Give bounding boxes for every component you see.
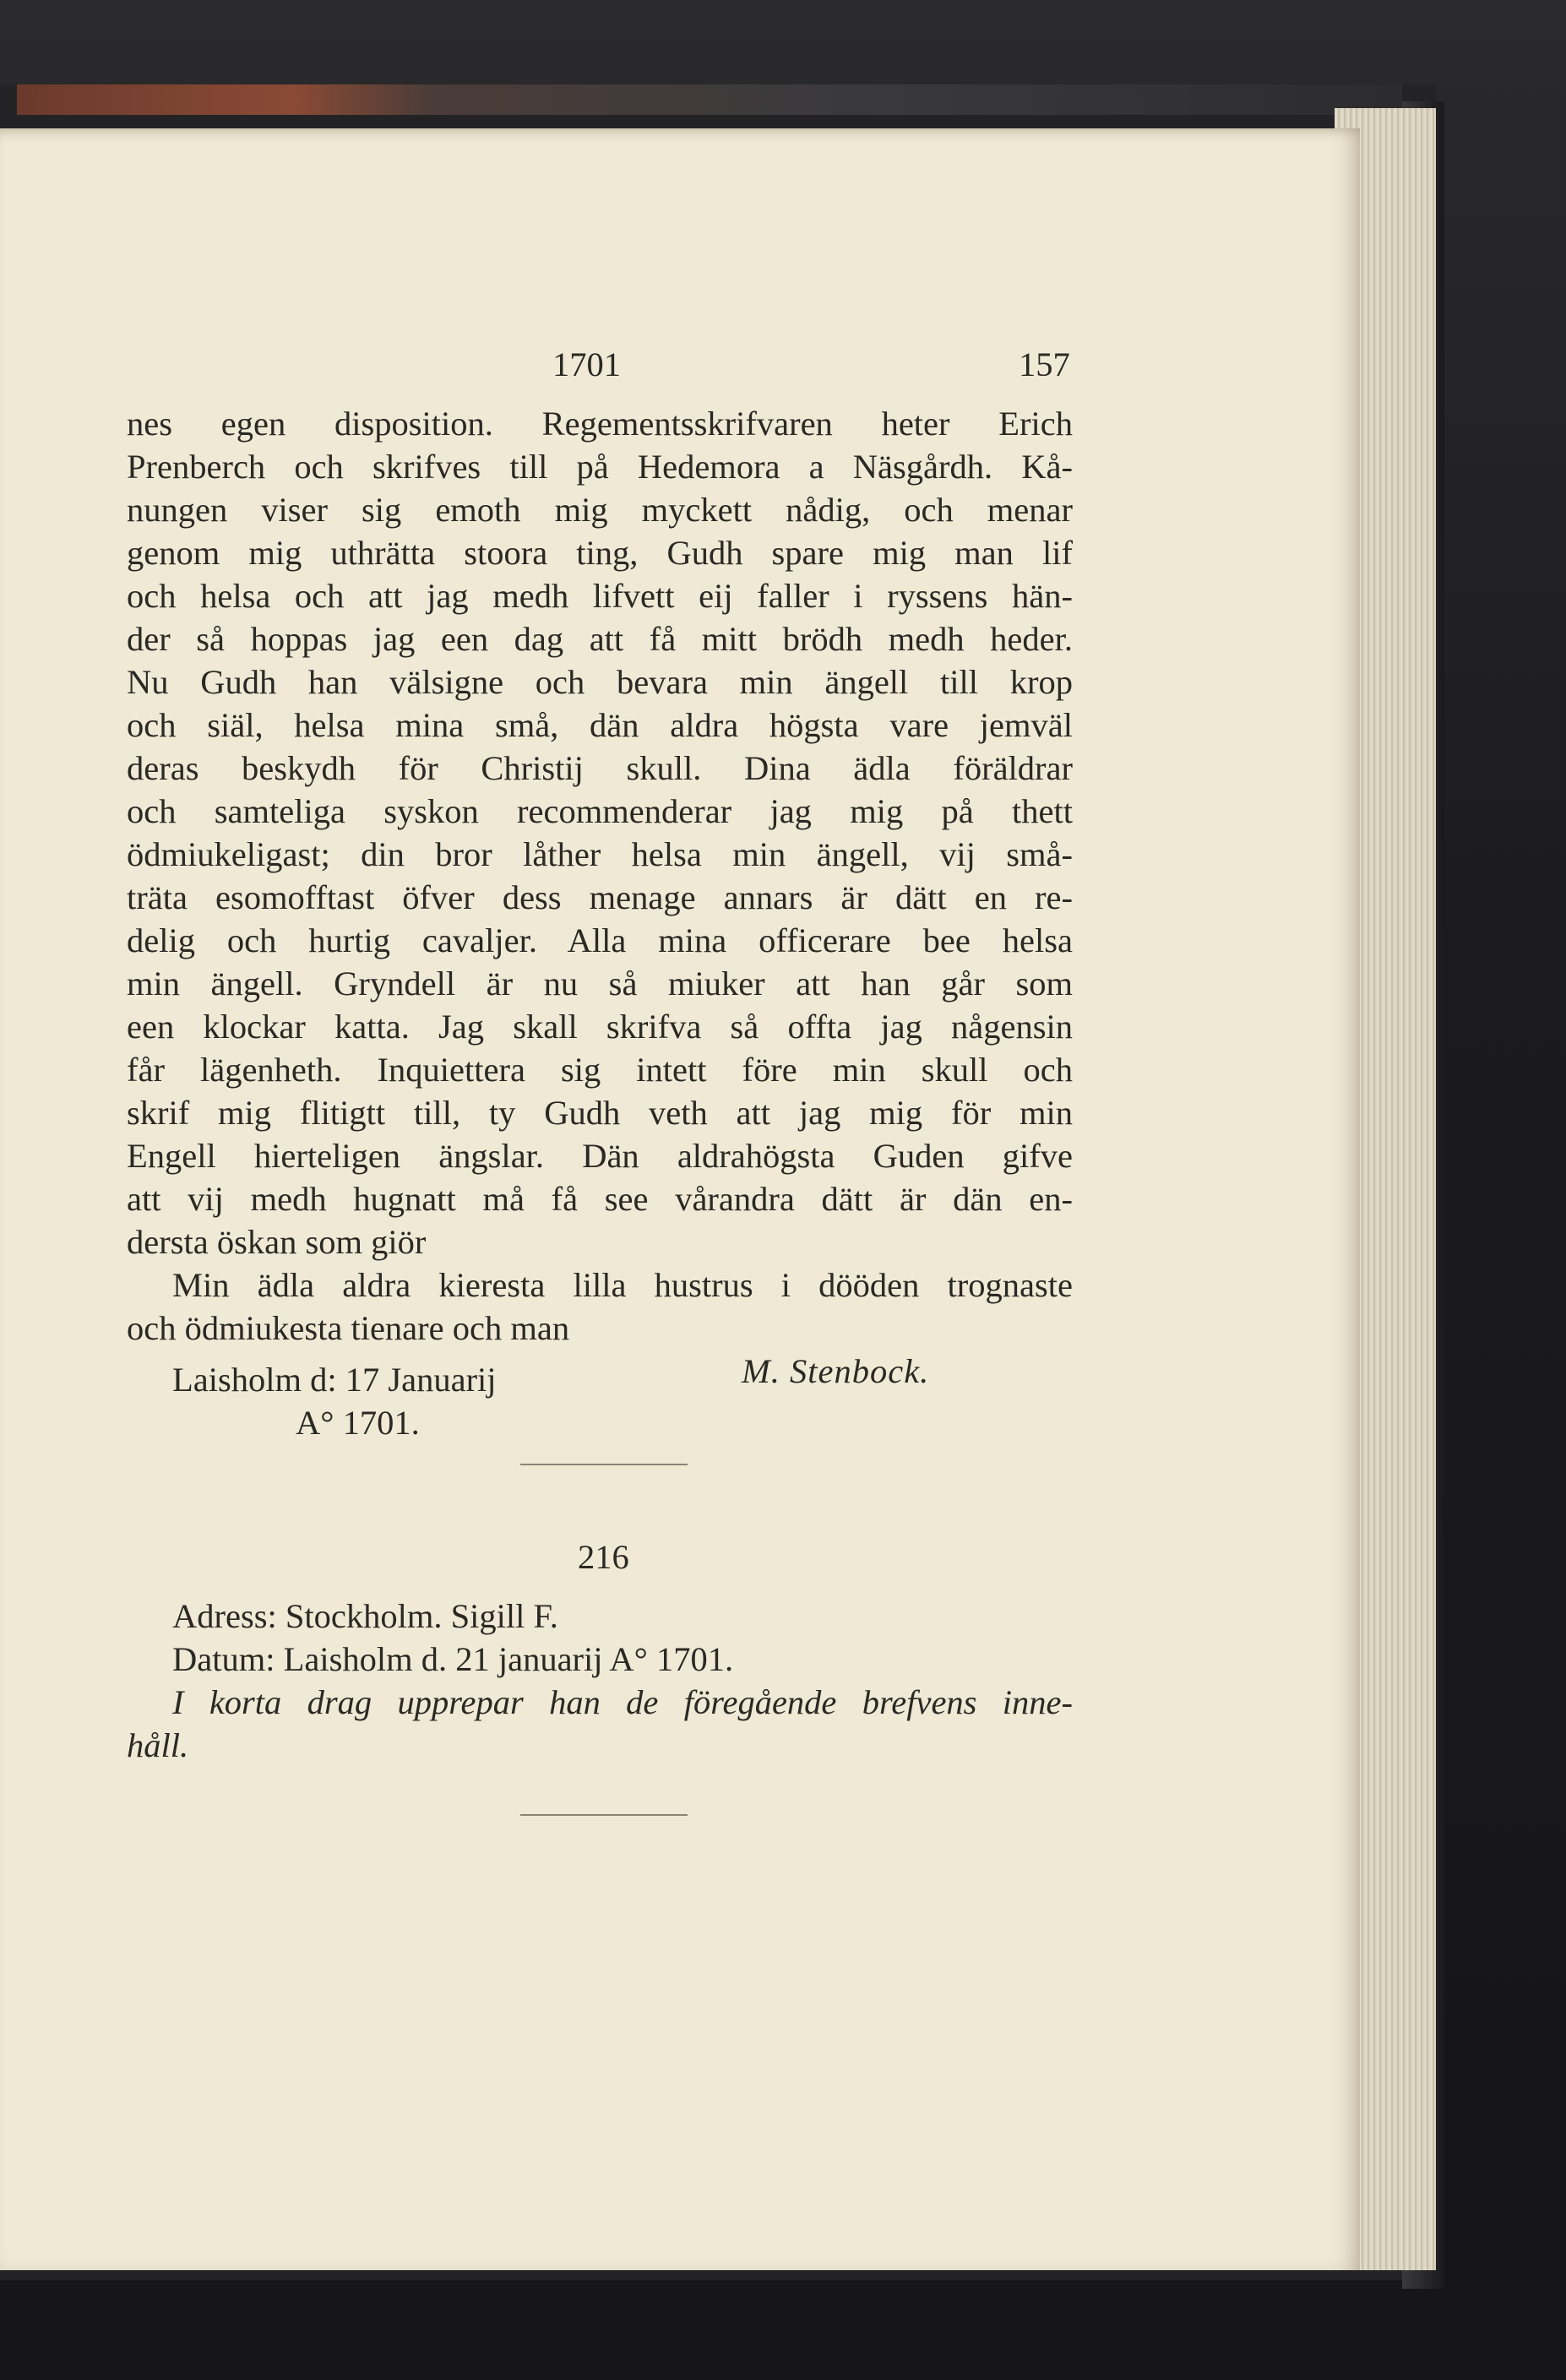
body-line: och siäl, helsa mina små, dän aldra högsta vare jemväl [127,706,1073,744]
summary-line: håll. [127,1726,189,1764]
body-line: Engell hierteligen ängslar. Dän aldrahögsta Guden gifve [127,1137,1073,1175]
body-line: delig och hurtig cavaljer. Alla mina officerare bee helsa [127,921,1073,959]
body-line: min ängell. Gryndell är nu så miuker att han går som [127,964,1073,1003]
closing-place-date: Laisholm d: 17 Januarij [172,1361,497,1399]
body-line: ödmiukeligast; din bror låther helsa min ängell, vij små- [127,835,1073,873]
body-line: och ödmiukesta tienare och man [127,1309,570,1347]
closing-year: A° 1701. [296,1404,420,1442]
body-line: Nu Gudh han välsigne och bevara min ängell till krop [127,663,1073,701]
body-line: Min ädla aldra kieresta lilla hustrus i dööden trognaste [172,1266,1073,1304]
page-number: 157 [1019,345,1070,383]
body-line: Prenberch och skrifves till på Hedemora a Näsgårdh. Kå- [127,448,1073,486]
body-line: dersta öskan som giör [127,1223,427,1261]
body-line: deras beskydh för Christij skull. Dina ädla föräldrar [127,749,1073,787]
book-binding-top [17,84,1402,115]
section-divider [520,1814,688,1816]
summary-line: I korta drag upprepar han de föregående brefvens inne- [172,1683,1073,1721]
body-line: der så hoppas jag een dag att få mitt brödh medh heder. [127,620,1073,658]
section-divider [520,1464,688,1465]
body-line: träta esomofftast öfver dess menage annars är dätt en re- [127,878,1073,916]
body-line: att vij medh hugnatt må få see vårandra dätt är dän en- [127,1180,1073,1218]
body-line: och samteliga syskon recommenderar jag mig på thett [127,792,1073,830]
date-line: Datum: Laisholm d. 21 januarij A° 1701. [172,1640,734,1678]
body-line: nungen viser sig emoth mig myckett nådig, och menar [127,491,1073,529]
body-line: får lägenheth. Inquiettera sig intett före min skull och [127,1051,1073,1089]
body-line: och helsa och att jag medh lifvett eij faller i ryssens hän- [127,577,1073,615]
body-line: nes egen disposition. Regementsskrifvaren heter Erich [127,405,1073,443]
letter-number: 216 [578,1538,629,1576]
body-line: genom mig uthrätta stoora ting, Gudh spare mig man lif [127,534,1073,572]
address-line: Adress: Stockholm. Sigill F. [172,1597,558,1635]
body-line: skrif mig flitigtt till, ty Gudh veth att jag mig för min [127,1094,1073,1132]
header-year: 1701 [552,345,621,383]
signature: M. Stenbock. [742,1352,930,1390]
body-line: een klockar katta. Jag skall skrifva så offta jag någensin [127,1008,1073,1046]
